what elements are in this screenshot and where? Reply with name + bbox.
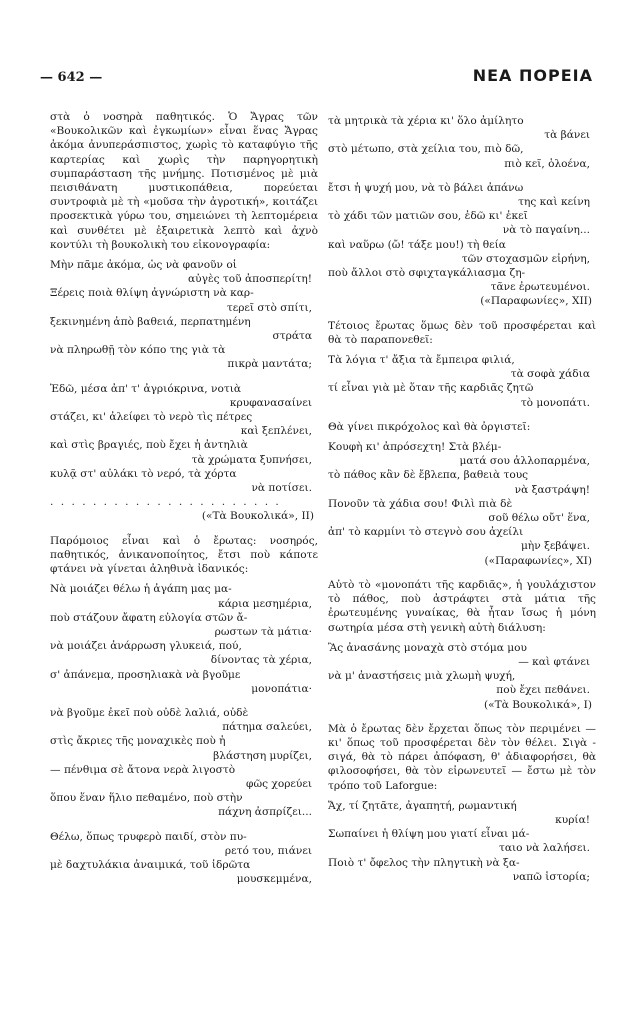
verse-line: νὰ τὸ παγαίνη... — [502, 224, 590, 237]
paragraph: Μὰ ὁ ἔρωτας δὲν ἔρχεται ὅπως τὸν περιμένει — κι' ὅπως τοῦ προσφέρεται δὲν τὸν θέλει. Σιγὰ - σιγά, θὰ τὸ πάρει ἀπόφαση, θ' ἀδιαφορήσει, θὰ φιλοσοφήσει, θὰ τὸν εἰρωνευτεῖ — ἔστω μὲ τὸν τρόπο τοῦ Laforgue: — [328, 722, 596, 792]
verse-line: Ἐδῶ, μέσα ἀπ' τ' ἀγριόκρινα, νοτιὰ — [50, 382, 242, 395]
verse-line: τῶν στοχασμῶν εἰρήνη, — [461, 252, 590, 265]
verse-line: πικρὰ μαντάτα; — [227, 358, 312, 371]
verse-block — [50, 582, 318, 696]
verse-line: αὐγὲς τοῦ ἀποσπερίτη! — [188, 273, 312, 286]
verse-line: τερεῖ στὸ σπίτι, — [226, 301, 312, 314]
citation: («Παραφωνίες», ΧΙ) — [484, 554, 592, 567]
verse-line: στάζει, κι' ἀλείφει τὸ νερὸ τὶς πέτρες — [50, 411, 253, 424]
verse-line: Τὰ λόγια τ' ἄξια τὰ ἔμπειρα φιλιά, — [328, 354, 515, 367]
verse-line: νὰ μοιάζει ἀνάρρωση γλυκειά, πού, — [50, 640, 242, 653]
page-header — [40, 66, 593, 94]
verse-line: στὸ μέτωπο, στὰ χείλια του, πιὸ δῶ, — [328, 143, 524, 156]
verse-line: νὰ ποτίσει. — [251, 482, 312, 495]
verse-line: της καὶ κείνη — [518, 196, 590, 209]
verse-block — [50, 706, 318, 820]
verse-line: Κουφὴ κι' ἀπρόσεχτη! Στὰ βλέμ- — [328, 441, 502, 454]
verse-block — [50, 382, 318, 524]
verse-line: — καὶ φτάνει — [518, 655, 590, 668]
verse-line: νὰ πληρωθῇ τὸν κόπο της γιὰ τὰ — [50, 344, 226, 357]
verse-line: ναπῶ ἱστορία; — [512, 870, 590, 883]
journal-title: ΝΕΑ ΠΟΡΕΙΑ — [472, 66, 593, 85]
paragraph: Τέτοιος ἔρωτας ὅμως δὲν τοῦ προσφέρεται καὶ θὰ τὸ παραπονεθεῖ: — [328, 319, 596, 346]
verse-line: μὲ δαχτυλάκια ἀναιμικά, τοῦ ἱδρῶτα — [50, 858, 251, 871]
verse-line: μὴν ξεβάψει. — [521, 540, 590, 553]
verse-line: καὶ ναὕρω (ὤ! τάξε μου!) τὴ θεία — [328, 238, 506, 251]
verse-line: κυλᾷ στ' αὐλάκι τὸ νερό, τὰ χόρτα — [50, 467, 237, 480]
citation: («Τὰ Βουκολικά», Ι) — [484, 698, 592, 711]
verse-line: κυρία! — [555, 813, 590, 826]
verse-block — [328, 181, 596, 309]
verse-line: ποὺ ἔχει πεθάνει. — [496, 684, 590, 697]
verse-line: τὰ σοφὰ χάδια — [510, 368, 590, 381]
verse-line: σοῦ θέλω οὔτ' ἕνα, — [488, 512, 590, 525]
verse-line: ἔτσι ἡ ψυχή μου, νὰ τὸ βάλει ἀπάνω — [328, 181, 524, 194]
right-column — [328, 110, 596, 894]
verse-line: τᾶνε ἐρωτευμένοι. — [490, 281, 590, 294]
verse-line: Μὴν πᾶμε ἀκόμα, ὡς νὰ φανοῦν οἱ — [50, 259, 237, 272]
verse-line: τί εἶναι γιὰ μὲ ὅταν τῆς καρδιᾶς ζητῶ — [328, 382, 534, 395]
verse-line: Ξέρεις ποιὰ θλίψη ἀγνώριστη νὰ καρ- — [50, 287, 254, 300]
page-number: — 642 — — [40, 70, 103, 85]
verse-line: δίνοντας τὰ χέρια, — [210, 654, 312, 667]
verse-line: μουσκεμμένα, — [236, 873, 312, 886]
verse-line: κάρια μεσημέρια, — [218, 597, 312, 610]
verse-line: τὸ μονοπάτι. — [520, 396, 590, 409]
verse-line: Νὰ μοιάζει θέλω ἡ ἀγάπη μας μα- — [50, 583, 232, 596]
paragraph: Θὰ γίνει πικρόχολος καὶ θὰ ὀργιστεῖ: — [328, 420, 531, 433]
verse-block — [328, 353, 596, 410]
verse-line: νὰ μ' ἀναστήσεις μιὰ χλωμὴ ψυχή, — [328, 670, 516, 683]
verse-line: νὰ βγοῦμε ἐκεῖ ποὺ οὐδὲ λαλιά, οὐδὲ — [50, 706, 249, 719]
verse-line: — πένθιμα σὲ ἄτονα νερὰ λιγοστὸ — [50, 763, 236, 776]
verse-line: πιὸ κεῖ, ὁλοένα, — [504, 157, 590, 170]
verse-line: ρετό του, πιάνει — [224, 844, 312, 857]
verse-line: Σωπαίνει ἡ θλίψη μου γιατί εἶναι μά- — [328, 828, 530, 841]
verse-line: ὅπου ἕναν ἥλιο πεθαμένο, ποὺ στὴν — [50, 792, 243, 805]
verse-line: Πονοῦν τὰ χάδια σου! Φιλὶ πιὰ δὲ — [328, 497, 513, 510]
verse-line: πάτημα σαλεύει, — [222, 721, 312, 734]
verse-line: ἀπ' τὸ καρμίνι τὸ στεγνὸ σου ἀχείλι — [328, 526, 524, 539]
verse-line: καὶ ξεπλένει, — [240, 425, 312, 438]
verse-block — [50, 830, 318, 887]
citation: («Τὰ Βουκολικά», ΙΙ) — [201, 510, 314, 523]
verse-block — [328, 440, 596, 568]
verse-block — [328, 799, 596, 884]
verse-line: Θέλω, ὅπως τρυφερὸ παιδί, στὸν πυ- — [50, 830, 247, 843]
verse-line: κρυφανασαίνει — [229, 396, 312, 409]
verse-line: Ἂς ἀνασάνης μοναχὰ στὸ στόμα μου — [328, 641, 527, 654]
verse-line: στὶς ἄκριες τῆς μοναχικὲς ποὺ ἡ — [50, 735, 226, 748]
verse-line: ρωστων τὰ μάτια· — [214, 625, 312, 638]
verse-block — [328, 641, 596, 712]
verse-line: νὰ ξαστράψη! — [514, 483, 590, 496]
verse-line: φῶς χορεύει — [246, 777, 312, 790]
left-column — [50, 110, 318, 896]
verse-line: βλάστηση μυρίζει, — [213, 749, 312, 762]
verse-line: ματά σου ἀλλοπαρμένα, — [459, 455, 590, 468]
paragraph: Αὐτὸ τὸ «μονοπάτι τῆς καρδιᾶς», ἡ γουλάχιστον τὸ πάθος, ποὺ ἀστράφτει στὰ μάτια τῆς ἐρωτευμένης γυναίκας, θὰ ἦταν ἴσως ἡ μόνη σωτηρία μέσα στὴ γενικὴ αὐτὴ διάλυση: — [328, 578, 596, 634]
verse-line: τὰ χρώματα ξυπνήσει, — [191, 453, 312, 466]
verse-line: ταιο νὰ λαλήσει. — [498, 842, 590, 855]
verse-line: Ποιὸ τ' ὄφελος τὴν πληγτικὴ νὰ ξα- — [328, 856, 520, 869]
verse-line: στράτα — [272, 330, 312, 343]
paragraph: Παρόμοιος εἶναι καὶ ὁ ἔρωτας: νοσηρός, παθητικός, ἀνικανοποίητος, ἔτσι ποὺ κάποτε φτάνει νὰ γίνεται ἀληθινὰ ἰδανικός: — [50, 534, 318, 576]
ellipsis-line: . . . . . . . . . . . . . . . . . . . . . . — [50, 496, 281, 509]
verse-line: Ἄχ, τί ζητᾶτε, ἀγαπητή, ρωμαντική — [328, 799, 517, 812]
verse-line: τὰ βάνει — [544, 129, 590, 142]
verse-line: ποὺ στάζουν ἄφατη εὐλογία στῶν ἄ- — [50, 611, 248, 624]
citation: («Παραφωνίες», ΧΙΙ) — [480, 295, 592, 308]
verse-line: τὰ μητρικὰ τὰ χέρια κι' ὅλο ἀμίλητο — [328, 115, 524, 127]
verse-line: μονοπάτια· — [251, 682, 312, 695]
verse-line: ποὺ ἄλλοι στὸ σφιχταγκάλιασμα ζη- — [328, 267, 526, 280]
verse-line: σ' ἀπάνεμα, προσηλιακὰ νὰ βγοῦμε — [50, 668, 241, 681]
verse-line: πάχνη ἀσπρίζει... — [218, 806, 312, 819]
paragraph: στὰ ὁ νοσηρὰ παθητικός. Ὁ Ἄγρας τῶν «Βουκολικῶν καὶ ἐγκωμίων» εἶναι ἕνας Ἄγρας ἀκόμα ἀνυπεράσπιστος, χωρὶς τὸ καταφύγιο τῆς καρτερίας καὶ χωρὶς τὴν παρηγορητικὴ συμπαράσταση τῆς μνήμης. Ποτισμένος μὲ μιὰ πεισιθάνατη μυστικοπάθεια, πορεύεται συντροφιὰ μὲ τὴ «μοῦσα τὴν ἀγροτική», κοιτάζει προσεκτικὰ γύρω του, σημειώνει τὴ λεπτομέρεια καὶ συνθέτει μὲ ἐξαιρετικὰ λεπτὸ καὶ ἀχνὸ κοντύλι τὴ βουκολικὴ του εἰκονογραφία: — [50, 111, 318, 251]
verse-line: τὸ πάθος κἂν δὲ ἔβλεπα, βαθειὰ τους — [328, 469, 529, 482]
verse-line: τὸ χάδι τῶν ματιῶν σου, ἐδῶ κι' ἐκεῖ — [328, 210, 528, 223]
verse-line: ξεκινημένη ἀπὸ βαθειά, περπατημένη — [50, 315, 251, 328]
verse-block — [50, 258, 318, 372]
verse-block — [328, 114, 596, 171]
verse-line: καὶ στὶς βραγιές, ποὺ ἔχει ἡ ἀντηλιὰ — [50, 439, 248, 452]
